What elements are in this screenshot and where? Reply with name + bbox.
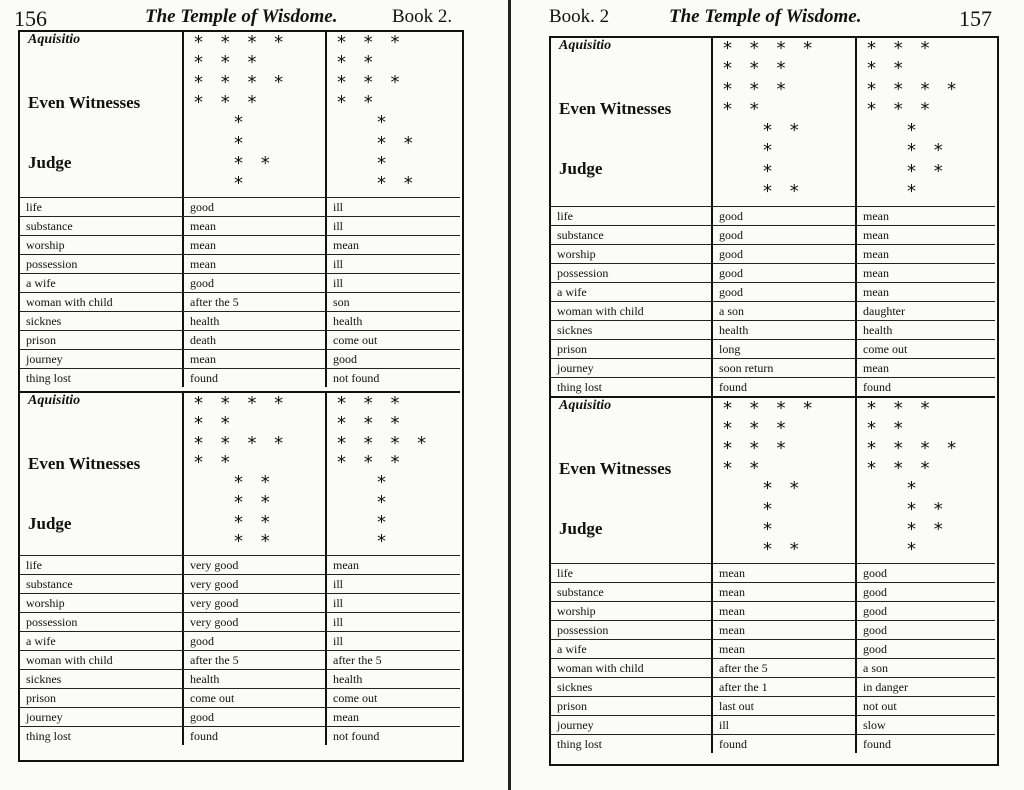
running-title: The Temple of Wisdome.: [669, 6, 862, 27]
col2-value: in danger: [863, 680, 908, 694]
figure-star-row: * * *: [337, 393, 406, 414]
figure-star-row: * *: [867, 58, 909, 80]
col1-value: mean: [190, 352, 216, 366]
figure-star-row: * *: [234, 472, 276, 494]
row-label: journey: [557, 361, 594, 375]
row-label: life: [26, 558, 42, 572]
figure-star-row: * * *: [723, 78, 792, 100]
figure-star-row: * *: [867, 418, 909, 440]
figure-star-row: *: [234, 132, 249, 154]
row-rule: [551, 582, 995, 583]
col2-value: come out: [863, 342, 908, 356]
row-rule: [551, 696, 995, 697]
figure-star-row: * * * *: [723, 398, 819, 419]
figure-star-row: * * *: [337, 412, 406, 434]
col2-value: good: [863, 566, 887, 580]
col2-value: mean: [863, 266, 889, 280]
row-rule: [551, 282, 995, 283]
even-witnesses-label: Even Witnesses: [28, 93, 141, 112]
row-rule: [551, 563, 995, 564]
figure-star-row: * * *: [867, 38, 936, 59]
col2-value: good: [333, 352, 357, 366]
row-label: possession: [557, 266, 609, 280]
figure-star-row: * * * *: [194, 72, 290, 94]
row-label: woman with child: [557, 304, 644, 318]
row-rule: [20, 235, 460, 236]
row-label: substance: [26, 219, 73, 233]
col2-value: good: [863, 642, 887, 656]
figure-star-row: * *: [377, 172, 419, 194]
figure-star-row: * *: [194, 452, 236, 474]
figure-star-row: * *: [723, 99, 765, 121]
figure-star-row: * * * *: [194, 32, 290, 53]
col1-value: good: [719, 247, 743, 261]
row-label: substance: [557, 585, 604, 599]
figure-star-row: * * * *: [867, 78, 963, 100]
figure-star-row: * *: [763, 538, 805, 560]
figure-star-row: *: [377, 511, 392, 533]
row-label: journey: [557, 718, 594, 732]
row-label: worship: [557, 604, 596, 618]
row-label: a wife: [26, 634, 56, 648]
col1-value: good: [190, 276, 214, 290]
column-rule: [325, 393, 327, 745]
figure-star-row: * *: [194, 412, 236, 434]
figure-star-row: * *: [763, 181, 805, 203]
aquisitio-heading: Aquisitio: [559, 38, 612, 53]
figure-star-row: *: [763, 498, 778, 520]
col2-value: good: [863, 604, 887, 618]
row-rule: [20, 707, 460, 708]
row-rule: [551, 206, 995, 207]
row-label: possession: [26, 257, 78, 271]
col1-value: health: [719, 323, 749, 337]
col1-value: good: [719, 266, 743, 280]
figure-star-row: * *: [907, 498, 949, 520]
right-page: [519, 0, 1024, 790]
row-rule: [20, 368, 460, 369]
judge-label: Judge: [28, 514, 72, 533]
col1-value: long: [719, 342, 741, 356]
row-label: sicknes: [26, 314, 62, 328]
row-label: prison: [26, 333, 56, 347]
row-label: sicknes: [557, 323, 593, 337]
row-rule: [551, 358, 995, 359]
figure-star-row: *: [234, 172, 249, 194]
column-rule: [855, 38, 857, 396]
col2-value: mean: [863, 285, 889, 299]
figure-star-row: *: [377, 152, 392, 174]
row-label: possession: [26, 615, 78, 629]
row-label: worship: [26, 238, 65, 252]
col2-value: come out: [333, 333, 378, 347]
row-label: prison: [557, 342, 587, 356]
row-label: possession: [557, 623, 609, 637]
row-label: thing lost: [26, 371, 72, 385]
col2-value: not found: [333, 729, 380, 743]
figure-star-row: * * * *: [867, 438, 963, 460]
row-rule: [551, 639, 995, 640]
figure-star-row: * * * *: [194, 432, 290, 454]
col1-value: death: [190, 333, 216, 347]
aquisitio-heading: Aquisitio: [28, 32, 81, 47]
col1-value: after the 1: [719, 680, 768, 694]
col1-value: very good: [190, 596, 239, 610]
figure-star-row: * * *: [194, 92, 263, 114]
col2-value: good: [863, 585, 887, 599]
col1-value: good: [190, 710, 214, 724]
col2-value: after the 5: [333, 653, 382, 667]
row-rule: [20, 273, 460, 274]
figure-star-row: * *: [234, 511, 276, 533]
col2-value: ill: [333, 276, 344, 290]
figure-star-row: *: [907, 538, 922, 560]
col2-value: health: [333, 672, 363, 686]
aquisitio-heading: Aquisitio: [559, 398, 612, 413]
row-rule: [20, 197, 460, 198]
row-label: woman with child: [26, 295, 113, 309]
col2-value: ill: [333, 634, 344, 648]
figure-star-row: * * *: [337, 452, 406, 474]
book-gutter: [508, 0, 511, 790]
col1-value: good: [190, 634, 214, 648]
figure-star-row: * *: [234, 152, 276, 174]
row-rule: [551, 734, 995, 735]
figure-star-row: *: [377, 112, 392, 134]
row-label: substance: [26, 577, 73, 591]
col2-value: found: [863, 737, 891, 751]
row-rule: [20, 688, 460, 689]
figure-star-row: *: [763, 160, 778, 182]
figure-star-row: * *: [377, 132, 419, 154]
even-witnesses-label: Even Witnesses: [559, 459, 672, 478]
col2-value: daughter: [863, 304, 905, 318]
col1-value: found: [719, 737, 747, 751]
col2-value: not out: [863, 699, 897, 713]
row-label: a wife: [557, 642, 587, 656]
aquisitio-heading: Aquisitio: [28, 393, 81, 408]
col1-value: after the 5: [719, 661, 768, 675]
row-rule: [20, 574, 460, 575]
row-rule: [20, 311, 460, 312]
column-rule: [711, 398, 713, 753]
book-label: Book. 2: [549, 6, 610, 27]
row-rule: [551, 339, 995, 340]
figure-star-row: * * * *: [337, 432, 433, 454]
col2-value: a son: [863, 661, 888, 675]
figure-star-row: *: [377, 531, 392, 553]
row-rule: [551, 244, 995, 245]
judge-label: Judge: [559, 519, 603, 538]
figure-star-row: * *: [337, 92, 379, 114]
column-rule: [711, 38, 713, 396]
row-label: life: [557, 566, 573, 580]
col2-value: slow: [863, 718, 886, 732]
col1-value: health: [190, 672, 220, 686]
row-label: journey: [26, 352, 63, 366]
judge-label: Judge: [559, 159, 603, 178]
figure-star-row: * *: [723, 458, 765, 480]
row-rule: [20, 631, 460, 632]
row-rule: [551, 715, 995, 716]
col1-value: mean: [719, 585, 745, 599]
figure-star-row: * * *: [867, 398, 936, 419]
figure-star-row: * * * *: [194, 393, 290, 414]
col1-value: mean: [719, 604, 745, 618]
figure-star-row: *: [377, 472, 392, 494]
even-witnesses-label: Even Witnesses: [28, 454, 141, 473]
col1-value: very good: [190, 577, 239, 591]
col2-value: ill: [333, 257, 344, 271]
col2-value: ill: [333, 577, 344, 591]
col1-value: found: [190, 729, 218, 743]
col2-value: mean: [863, 209, 889, 223]
col1-value: after the 5: [190, 295, 239, 309]
col2-value: good: [863, 623, 887, 637]
row-rule: [551, 263, 995, 264]
figure-star-row: * *: [763, 478, 805, 500]
col2-value: mean: [863, 247, 889, 261]
figure-star-row: * *: [234, 491, 276, 513]
figure-star-row: *: [234, 112, 249, 134]
running-title: The Temple of Wisdome.: [145, 6, 338, 27]
figure-star-row: * *: [907, 518, 949, 540]
row-rule: [551, 658, 995, 659]
row-rule: [20, 254, 460, 255]
row-rule: [20, 593, 460, 594]
col2-value: mean: [333, 238, 359, 252]
row-rule: [551, 677, 995, 678]
row-label: substance: [557, 228, 604, 242]
col1-value: come out: [190, 691, 235, 705]
row-label: sicknes: [26, 672, 62, 686]
col1-value: found: [719, 380, 747, 394]
col1-value: mean: [719, 566, 745, 580]
col2-value: ill: [333, 200, 344, 214]
col1-value: good: [719, 285, 743, 299]
judge-label: Judge: [28, 153, 72, 172]
even-witnesses-label: Even Witnesses: [559, 99, 672, 118]
col2-value: son: [333, 295, 350, 309]
row-rule: [20, 349, 460, 350]
col1-value: mean: [190, 219, 216, 233]
figure-star-row: * * *: [867, 99, 936, 121]
figure-star-row: * * * *: [723, 38, 819, 59]
row-rule: [20, 650, 460, 651]
col2-value: ill: [333, 596, 344, 610]
figure-star-row: * *: [907, 140, 949, 162]
col2-value: mean: [333, 710, 359, 724]
col2-value: ill: [333, 219, 344, 233]
col1-value: ill: [719, 718, 730, 732]
col1-value: good: [719, 209, 743, 223]
figure-star-row: * *: [763, 119, 805, 141]
figure-star-row: * * *: [337, 32, 406, 53]
col2-value: health: [863, 323, 893, 337]
col2-value: mean: [863, 228, 889, 242]
figure-star-row: *: [377, 491, 392, 513]
col1-value: after the 5: [190, 653, 239, 667]
column-rule: [325, 32, 327, 387]
row-label: life: [26, 200, 42, 214]
row-rule: [551, 620, 995, 621]
row-rule: [20, 726, 460, 727]
row-label: woman with child: [26, 653, 113, 667]
col1-value: health: [190, 314, 220, 328]
row-rule: [551, 320, 995, 321]
row-label: thing lost: [26, 729, 72, 743]
figure-star-row: *: [907, 119, 922, 141]
col2-value: come out: [333, 691, 378, 705]
col1-value: last out: [719, 699, 754, 713]
col2-value: mean: [863, 361, 889, 375]
col2-value: mean: [333, 558, 359, 572]
col2-value: found: [863, 380, 891, 394]
column-rule: [182, 393, 184, 745]
row-rule: [20, 612, 460, 613]
col1-value: a son: [719, 304, 744, 318]
row-label: woman with child: [557, 661, 644, 675]
figure-star-row: *: [907, 478, 922, 500]
col1-value: found: [190, 371, 218, 385]
figure-star-row: *: [763, 518, 778, 540]
figure-star-row: * * *: [723, 58, 792, 80]
row-rule: [20, 292, 460, 293]
column-rule: [182, 32, 184, 387]
col1-value: very good: [190, 615, 239, 629]
figure-star-row: * * *: [337, 72, 406, 94]
page-number: 157: [959, 6, 992, 31]
col1-value: mean: [190, 238, 216, 252]
row-rule: [20, 669, 460, 670]
row-label: thing lost: [557, 737, 603, 751]
figure-star-row: *: [907, 181, 922, 203]
col1-value: mean: [190, 257, 216, 271]
col1-value: very good: [190, 558, 239, 572]
col2-value: ill: [333, 615, 344, 629]
row-label: journey: [26, 710, 63, 724]
row-label: sicknes: [557, 680, 593, 694]
figure-star-row: * *: [907, 160, 949, 182]
col1-value: mean: [719, 623, 745, 637]
row-label: a wife: [26, 276, 56, 290]
row-label: thing lost: [557, 380, 603, 394]
row-label: prison: [26, 691, 56, 705]
col1-value: mean: [719, 642, 745, 656]
book-label: Book 2.: [392, 6, 453, 27]
row-rule: [20, 330, 460, 331]
left-page: [0, 0, 505, 790]
figure-star-row: *: [763, 140, 778, 162]
figure-star-row: * *: [337, 52, 379, 74]
row-label: life: [557, 209, 573, 223]
col2-value: health: [333, 314, 363, 328]
col1-value: good: [190, 200, 214, 214]
row-rule: [20, 216, 460, 217]
row-rule: [20, 555, 460, 556]
column-rule: [855, 398, 857, 753]
row-label: a wife: [557, 285, 587, 299]
figure-star-row: * *: [234, 531, 276, 553]
row-rule: [551, 377, 995, 378]
col1-value: soon return: [719, 361, 774, 375]
figure-star-row: * * *: [723, 418, 792, 440]
col2-value: not found: [333, 371, 380, 385]
page-number: 156: [14, 6, 47, 31]
figure-star-row: * * *: [723, 438, 792, 460]
figure-star-row: * * *: [867, 458, 936, 480]
row-rule: [551, 301, 995, 302]
row-rule: [551, 601, 995, 602]
row-label: worship: [557, 247, 596, 261]
figure-star-row: * * *: [194, 52, 263, 74]
row-label: prison: [557, 699, 587, 713]
row-rule: [551, 225, 995, 226]
row-label: worship: [26, 596, 65, 610]
col1-value: good: [719, 228, 743, 242]
